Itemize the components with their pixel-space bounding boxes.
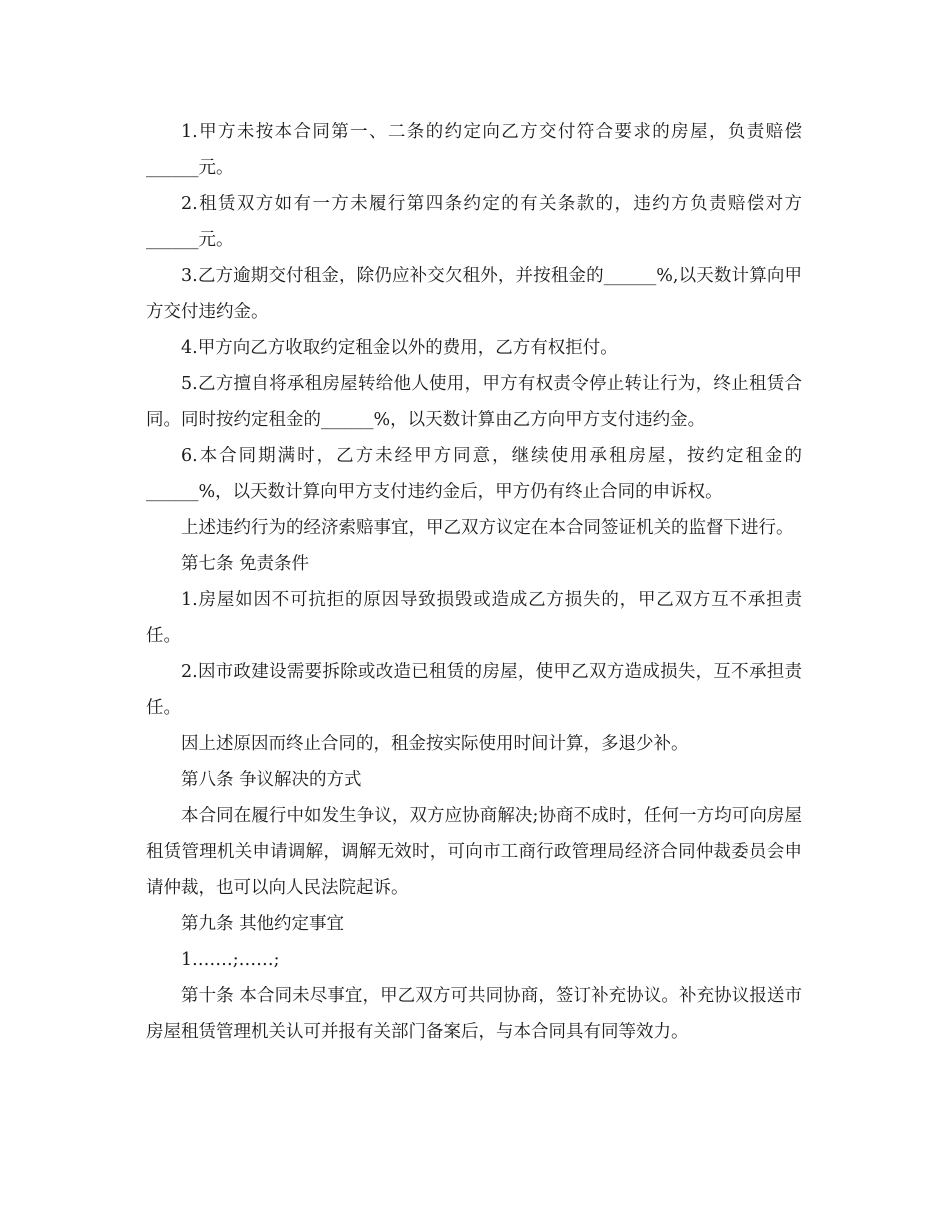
clause-6-item-4: 4.甲方向乙方收取约定租金以外的费用，乙方有权拒付。: [181, 338, 618, 358]
document-body: [146, 114, 802, 1050]
clause-6-item-3: 3.乙方逾期交付租金，除仍应补交欠租外，并按租金的______%,以天数计算向甲方交付违约金。: [146, 266, 802, 322]
clause-6-item-6: 6.本合同期满时，乙方未经甲方同意，继续使用承租房屋，按约定租金的______%，以天数计算向甲方支付违约金后，甲方仍有终止合同的申诉权。: [146, 446, 802, 502]
clause-6-item-2: 2.租赁双方如有一方未履行第四条约定的有关条款的，违约方负责赔偿对方______元。: [146, 194, 802, 250]
clause-8-body: 本合同在履行中如发生争议，双方应协商解决;协商不成时，任何一方均可向房屋租赁管理机关申请调解，调解无效时，可向市工商行政管理局经济合同仲裁委员会申请仲裁，也可以向人民法院起诉。: [146, 806, 802, 898]
clause-6-summary: 上述违约行为的经济索赔事宜，甲乙双方议定在本合同签证机关的监督下进行。: [181, 518, 794, 538]
clause-7-heading: 第七条 免责条件: [181, 554, 310, 574]
clause-8-heading: 第八条 争议解决的方式: [181, 770, 362, 790]
clause-6-item-5: 5.乙方擅自将承租房屋转给他人使用，甲方有权责令停止转让行为，终止租赁合同。同时按约定租金的______%，以天数计算由乙方向甲方支付违约金。: [146, 374, 802, 430]
clause-6-item-1: 1.甲方未按本合同第一、二条的约定向乙方交付符合要求的房屋，负责赔偿______元。: [146, 122, 802, 178]
clause-10-body: 第十条 本合同未尽事宜，甲乙双方可共同协商，签订补充协议。补充协议报送市房屋租赁管理机关认可并报有关部门备案后，与本合同具有同等效力。: [146, 986, 802, 1042]
clause-9-item-1: 1.……;……;: [181, 950, 280, 970]
clause-7-item-1: 1.房屋如因不可抗拒的原因导致损毁或造成乙方损失的，甲乙双方互不承担责任。: [146, 590, 802, 646]
clause-9-heading: 第九条 其他约定事宜: [181, 914, 345, 934]
clause-7-summary: 因上述原因而终止合同的，租金按实际使用时间计算，多退少补。: [181, 734, 689, 754]
clause-7-item-2: 2.因市政建设需要拆除或改造已租赁的房屋，使甲乙双方造成损失，互不承担责任。: [146, 662, 802, 718]
